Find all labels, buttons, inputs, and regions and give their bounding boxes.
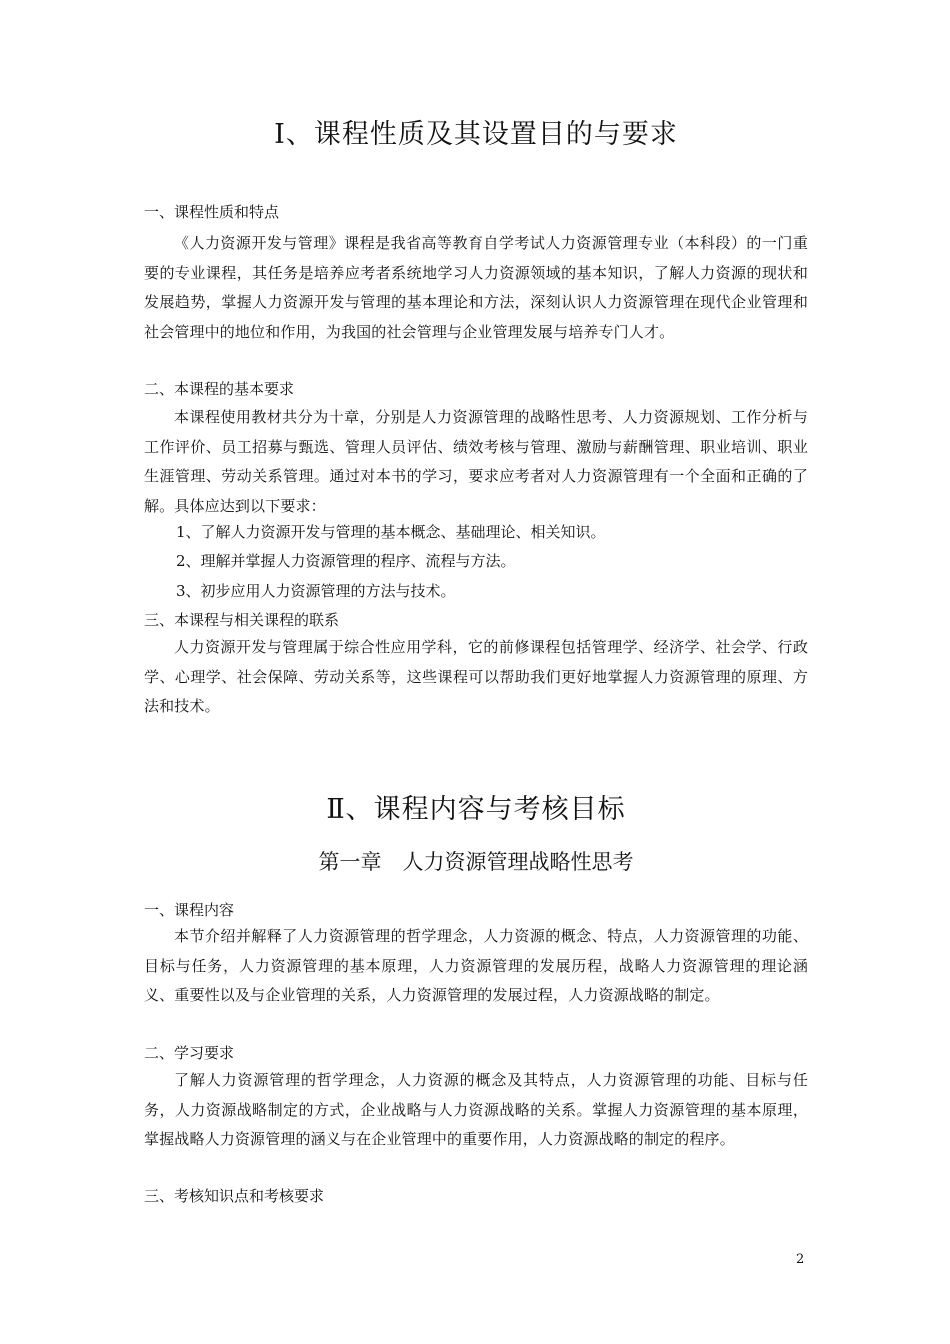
list-item: 3、初步应用人力资源管理的方法与技术。 bbox=[176, 582, 456, 600]
section-heading-assessment: 三、考核知识点和考核要求 bbox=[144, 1187, 325, 1205]
list-item: 2、理解并掌握人力资源管理的程序、流程与方法。 bbox=[176, 552, 516, 570]
part1-title: Ⅰ、课程性质及其设置目的与要求 bbox=[274, 119, 678, 150]
paragraph-nature: 《人力资源开发与管理》课程是我省高等教育自学考试人力资源管理专业（本科段）的一门重要的专业课程，其任务是培养应考者系统地学习人力资源领域的基本知识，了解人力资源的现状和发展趋势，掌握人力资源开发与管理的基本理论和方法，深刻认识人力资源管理在现代企业管理和社会管理中的地位和作用，为我国的社会管理与企业管理发展与培养专门人才。 bbox=[144, 234, 808, 341]
chapter-title: 第一章 人力资源管理战略性思考 bbox=[318, 850, 634, 874]
section-heading-nature: 一、课程性质和特点 bbox=[144, 203, 280, 221]
part2-title: Ⅱ、课程内容与考核目标 bbox=[326, 794, 626, 825]
list-item: 1、了解人力资源开发与管理的基本概念、基础理论、相关知识。 bbox=[176, 523, 606, 541]
paragraph-study: 了解人力资源管理的哲学理念，人力资源的概念及其特点，人力资源管理的功能、目标与任务，人力资源战略制定的方式，企业战略与人力资源战略的关系。掌握人力资源管理的基本原理，掌握战略人力资源管理的涵义与在企业管理中的重要作用，人力资源战略的制定的程序。 bbox=[144, 1071, 808, 1148]
section-heading-study: 二、学习要求 bbox=[144, 1044, 235, 1062]
section-heading-requirements: 二、本课程的基本要求 bbox=[144, 380, 295, 398]
page-number: 2 bbox=[796, 1252, 805, 1267]
section-heading-relations: 三、本课程与相关课程的联系 bbox=[144, 611, 340, 629]
section-heading-content: 一、课程内容 bbox=[144, 901, 235, 919]
paragraph-requirements: 本课程使用教材共分为十章，分别是人力资源管理的战略性思考、人力资源规划、工作分析与工作评价、员工招募与甄选、管理人员评估、绩效考核与管理、激励与薪酬管理、职业培训、职业生涯管理、劳动关系管理。通过对本书的学习，要求应考者对人力资源管理有一个全面和正确的了解。具体应达到以下要求： bbox=[144, 408, 808, 515]
paragraph-relations: 人力资源开发与管理属于综合性应用学科，它的前修课程包括管理学、经济学、社会学、行政学、心理学、社会保障、劳动关系等，这些课程可以帮助我们更好地掌握人力资源管理的原理、方法和技术。 bbox=[144, 638, 808, 715]
paragraph-content: 本节介绍并解释了人力资源管理的哲学理念，人力资源的概念、特点，人力资源管理的功能、目标与任务，人力资源管理的基本原理，人力资源管理的发展历程，战略人力资源管理的理论涵义、重要性以及与企业管理的关系，人力资源管理的发展过程，人力资源战略的制定。 bbox=[144, 927, 808, 1004]
